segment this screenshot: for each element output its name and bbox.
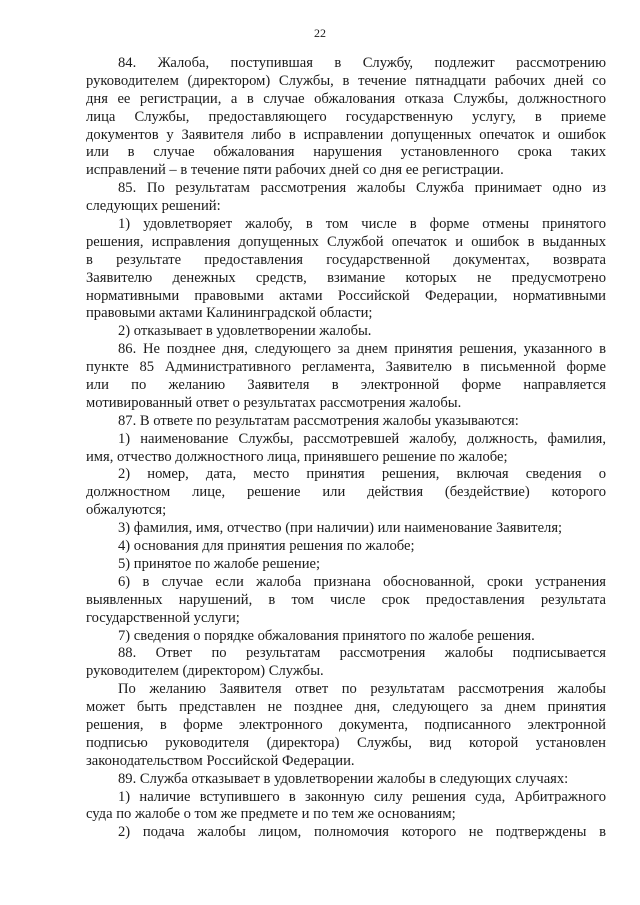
text-line: 84. Жалоба, поступившая в Службу, подлежит рассмотрению (118, 55, 606, 71)
text-line: следующих решений: (86, 198, 221, 215)
text-line: решения, в форме электронного документа, подписанного электронной (86, 716, 606, 733)
text-line: может быть представлен не позднее дня, следующего за днем принятия (86, 699, 606, 716)
text-line: 1) наименование Службы, рассмотревшей жалобу, должность, фамилия, (118, 430, 606, 447)
text-line: нормативными правовыми актами Российской Федерации, нормативными (86, 287, 606, 304)
text-line: пункте 85 Административного регламента, Заявителю в письменной форме (86, 359, 606, 376)
text-line: или по желанию Заявителя в электронной форме направляется (86, 377, 606, 394)
text-line: имя, отчество должностного лица, принявшего решение по жалобе; (86, 448, 508, 465)
text-line: 6) в случае если жалоба признана обоснованной, сроки устранения (118, 573, 606, 590)
text-line: решения, исправления допущенных Службой опечаток и ошибок в выданных (86, 233, 606, 250)
text-line: 5) принятое по жалобе решение; (118, 555, 321, 572)
text-line: исправлений – в течение пяти рабочих дней со дня ее регистрации. (86, 162, 504, 179)
text-line: 1) удовлетворяет жалобу, в том числе в форме отмены принятого (118, 216, 606, 233)
text-line: в результате предоставления государственной документах, возврата (86, 251, 606, 268)
text-line: государственной услуги; (86, 609, 240, 626)
text-line: мотивированный ответ о результатах рассмотрения жалобы. (86, 394, 462, 411)
document-body (86, 55, 606, 842)
text-line: 2) подача жалобы лицом, полномочия которого не подтверждены в (118, 824, 606, 841)
text-line: документов у Заявителя либо в исправлении допущенных опечаток и ошибок (86, 126, 606, 143)
text-line: законодательством Российской Федерации. (86, 752, 355, 769)
text-line: суда по жалобе о том же предмете и по тем же основаниям; (86, 806, 456, 823)
text-line: 2) отказывает в удовлетворении жалобы. (118, 323, 372, 340)
text-line: 86. Не позднее дня, следующего за днем принятия решения, указанного в (118, 341, 606, 358)
page-number: 22 (314, 26, 326, 40)
text-line: 88. Ответ по результатам рассмотрения жалобы подписывается (118, 645, 606, 662)
text-line: лица Службы, предоставляющего государственную услугу, в приеме (86, 108, 606, 125)
text-line: По желанию Заявителя ответ по результатам рассмотрения жалобы (118, 681, 606, 698)
text-line: дня ее регистрации, а в случае обжалования отказа Службы, должностного (86, 90, 606, 107)
text-line: 85. По результатам рассмотрения жалобы Служба принимает одно из (118, 180, 606, 197)
text-line: подписью руководителя (директора) Службы, вид которой установлен (86, 734, 606, 751)
text-line: Заявителю денежных средств, взимание которых не предусмотрено (86, 269, 606, 286)
text-line: выявленных нарушений, в том числе срок предоставления результата (86, 591, 606, 608)
text-line: 1) наличие вступившего в законную силу решения суда, Арбитражного (118, 788, 606, 805)
text-line: 4) основания для принятия решения по жалобе; (118, 538, 415, 555)
text-line: правовыми актами Калининградской области; (86, 305, 373, 322)
text-line: 7) сведения о порядке обжалования принятого по жалобе решения. (118, 627, 535, 644)
text-line: 87. В ответе по результатам рассмотрения жалобы указываются: (118, 412, 519, 429)
text-line: руководителем (директором) Службы. (86, 663, 324, 680)
text-line: 2) номер, дата, место принятия решения, включая сведения о (118, 466, 606, 483)
text-line: 3) фамилия, имя, отчество (при наличии) или наименование Заявителя; (118, 520, 563, 537)
text-line: или в случае обжалования нарушения установленного срока таких (86, 144, 606, 161)
text-line: 89. Служба отказывает в удовлетворении жалобы в следующих случаях: (118, 770, 569, 787)
text-line: обжалуются; (86, 502, 167, 519)
text-line: руководителем (директором) Службы, в течение пятнадцати рабочих дней со (86, 72, 606, 89)
text-line: должностном лице, решение или действия (бездействие) которого (86, 484, 606, 501)
